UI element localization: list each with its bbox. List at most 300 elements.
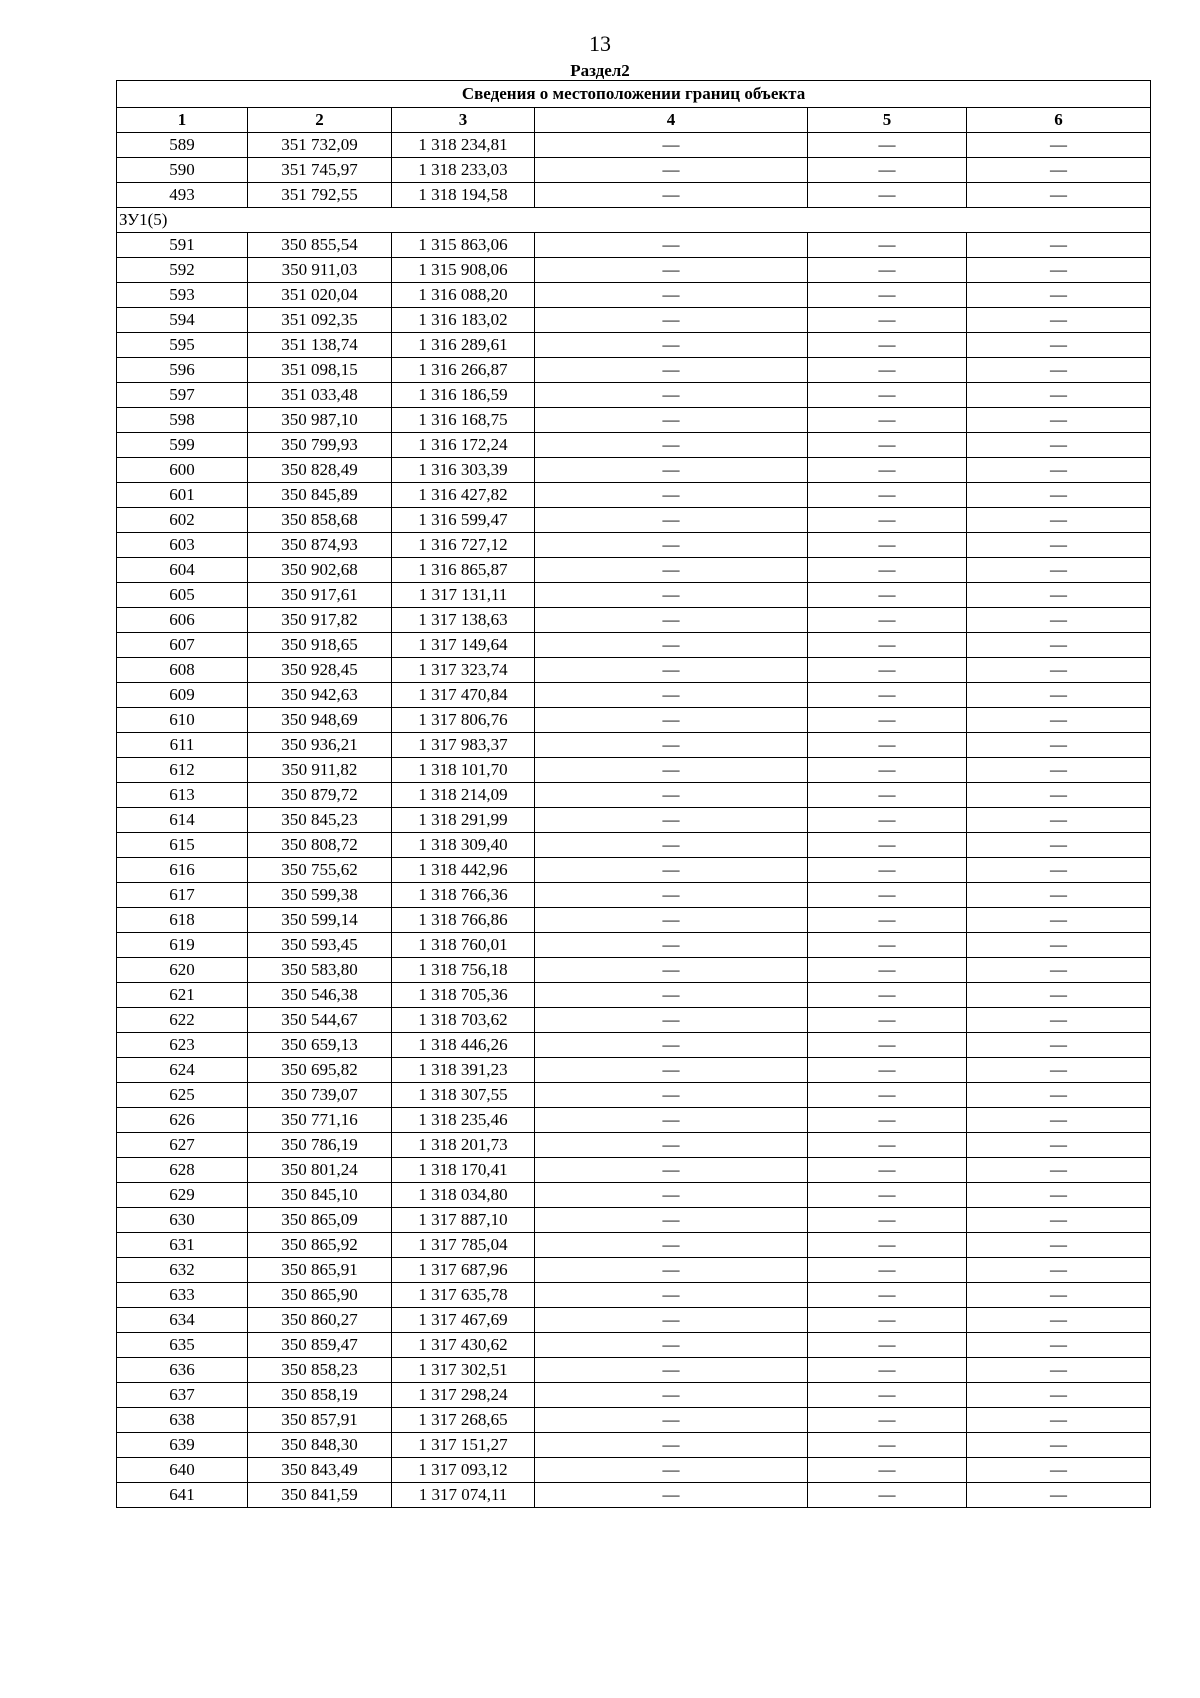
column-4-cell: — — [535, 533, 808, 558]
column-5-cell: — — [808, 283, 967, 308]
table-row — [117, 1333, 1151, 1358]
column-5-cell: — — [808, 183, 967, 208]
column-6-cell: — — [967, 408, 1151, 433]
table-row — [117, 433, 1151, 458]
column-6-cell: — — [967, 333, 1151, 358]
column-6-cell: — — [967, 1033, 1151, 1058]
column-4-cell: — — [535, 883, 808, 908]
y-coordinate-cell: 1 317 983,37 — [392, 733, 535, 758]
x-coordinate-cell: 350 865,09 — [248, 1208, 392, 1233]
x-coordinate-cell: 350 858,19 — [248, 1383, 392, 1408]
table-row — [117, 658, 1151, 683]
table-row — [117, 1433, 1151, 1458]
point-number-cell: 635 — [117, 1333, 248, 1358]
column-4-cell: — — [535, 1383, 808, 1408]
point-number-cell: 594 — [117, 308, 248, 333]
column-4-cell: — — [535, 133, 808, 158]
table-caption: Сведения о местоположении границ объекта — [117, 81, 1151, 108]
y-coordinate-cell: 1 317 074,11 — [392, 1483, 535, 1508]
table-row — [117, 1408, 1151, 1433]
table-row — [117, 1008, 1151, 1033]
column-header-row — [117, 108, 1151, 133]
column-5-cell: — — [808, 908, 967, 933]
table-row — [117, 533, 1151, 558]
column-6-cell: — — [967, 983, 1151, 1008]
column-4-cell: — — [535, 183, 808, 208]
y-coordinate-cell: 1 317 131,11 — [392, 583, 535, 608]
column-6-cell: — — [967, 1258, 1151, 1283]
column-5-cell: — — [808, 883, 967, 908]
x-coordinate-cell: 350 841,59 — [248, 1483, 392, 1508]
column-4-cell: — — [535, 608, 808, 633]
point-number-cell: 616 — [117, 858, 248, 883]
column-4-cell: — — [535, 158, 808, 183]
y-coordinate-cell: 1 318 756,18 — [392, 958, 535, 983]
table-row — [117, 858, 1151, 883]
column-5-cell: — — [808, 983, 967, 1008]
section-title: Раздел2 — [570, 61, 630, 80]
point-number-cell: 640 — [117, 1458, 248, 1483]
column-5-cell: — — [808, 358, 967, 383]
table-row — [117, 1033, 1151, 1058]
y-coordinate-cell: 1 317 470,84 — [392, 683, 535, 708]
column-6-cell: — — [967, 233, 1151, 258]
y-coordinate-cell: 1 317 268,65 — [392, 1408, 535, 1433]
group-row — [117, 208, 1151, 233]
column-5-cell: — — [808, 458, 967, 483]
column-4-cell: — — [535, 1483, 808, 1508]
y-coordinate-cell: 1 317 151,27 — [392, 1433, 535, 1458]
column-5-cell: — — [808, 1233, 967, 1258]
column-4-cell: — — [535, 708, 808, 733]
column-5-cell: — — [808, 1008, 967, 1033]
column-4-cell: — — [535, 583, 808, 608]
x-coordinate-cell: 350 855,54 — [248, 233, 392, 258]
x-coordinate-cell: 350 928,45 — [248, 658, 392, 683]
column-4-cell: — — [535, 458, 808, 483]
y-coordinate-cell: 1 317 093,12 — [392, 1458, 535, 1483]
boundary-coordinates-table — [116, 80, 1151, 1508]
point-number-cell: 637 — [117, 1383, 248, 1408]
point-number-cell: 632 — [117, 1258, 248, 1283]
column-5-cell: — — [808, 558, 967, 583]
column-6-cell: — — [967, 158, 1151, 183]
y-coordinate-cell: 1 318 234,81 — [392, 133, 535, 158]
column-5-cell: — — [808, 508, 967, 533]
point-number-cell: 597 — [117, 383, 248, 408]
column-5-cell: — — [808, 1133, 967, 1158]
table-row — [117, 458, 1151, 483]
x-coordinate-cell: 350 695,82 — [248, 1058, 392, 1083]
x-coordinate-cell: 350 874,93 — [248, 533, 392, 558]
column-4-cell: — — [535, 858, 808, 883]
column-4-cell: — — [535, 1408, 808, 1433]
column-6-cell: — — [967, 658, 1151, 683]
column-4-cell: — — [535, 433, 808, 458]
column-4-cell: — — [535, 333, 808, 358]
x-coordinate-cell: 350 808,72 — [248, 833, 392, 858]
table-row — [117, 558, 1151, 583]
x-coordinate-cell: 351 098,15 — [248, 358, 392, 383]
column-5-cell: — — [808, 1283, 967, 1308]
column-5-cell: — — [808, 258, 967, 283]
y-coordinate-cell: 1 317 302,51 — [392, 1358, 535, 1383]
table-row — [117, 1358, 1151, 1383]
column-6-cell: — — [967, 1383, 1151, 1408]
column-6-cell: — — [967, 1008, 1151, 1033]
y-coordinate-cell: 1 317 806,76 — [392, 708, 535, 733]
x-coordinate-cell: 350 865,91 — [248, 1258, 392, 1283]
table-row — [117, 508, 1151, 533]
column-4-cell: — — [535, 983, 808, 1008]
y-coordinate-cell: 1 317 149,64 — [392, 633, 535, 658]
table-row — [117, 1308, 1151, 1333]
x-coordinate-cell: 350 583,80 — [248, 958, 392, 983]
point-number-cell: 601 — [117, 483, 248, 508]
y-coordinate-cell: 1 316 289,61 — [392, 333, 535, 358]
column-4-cell: — — [535, 833, 808, 858]
column-6-cell: — — [967, 508, 1151, 533]
y-coordinate-cell: 1 318 170,41 — [392, 1158, 535, 1183]
column-5-cell: — — [808, 808, 967, 833]
point-number-cell: 630 — [117, 1208, 248, 1233]
y-coordinate-cell: 1 316 727,12 — [392, 533, 535, 558]
column-6-cell: — — [967, 1083, 1151, 1108]
point-number-cell: 610 — [117, 708, 248, 733]
column-6-cell: — — [967, 1333, 1151, 1358]
y-coordinate-cell: 1 318 760,01 — [392, 933, 535, 958]
y-coordinate-cell: 1 315 863,06 — [392, 233, 535, 258]
column-5-cell: — — [808, 1033, 967, 1058]
table-row — [117, 308, 1151, 333]
column-6-cell: — — [967, 1183, 1151, 1208]
table-caption-row — [117, 81, 1151, 108]
column-4-cell: — — [535, 508, 808, 533]
column-5-cell: — — [808, 1083, 967, 1108]
table-row — [117, 883, 1151, 908]
column-6-cell: — — [967, 433, 1151, 458]
x-coordinate-cell: 350 911,03 — [248, 258, 392, 283]
table-row — [117, 833, 1151, 858]
column-6-cell: — — [967, 533, 1151, 558]
column-6-cell: — — [967, 1408, 1151, 1433]
column-5-cell: — — [808, 858, 967, 883]
x-coordinate-cell: 350 599,14 — [248, 908, 392, 933]
y-coordinate-cell: 1 318 201,73 — [392, 1133, 535, 1158]
table-row — [117, 583, 1151, 608]
y-coordinate-cell: 1 317 785,04 — [392, 1233, 535, 1258]
point-number-cell: 627 — [117, 1133, 248, 1158]
table-row — [117, 933, 1151, 958]
column-4-cell: — — [535, 808, 808, 833]
point-number-cell: 603 — [117, 533, 248, 558]
point-number-cell: 609 — [117, 683, 248, 708]
column-6-cell: — — [967, 383, 1151, 408]
y-coordinate-cell: 1 316 266,87 — [392, 358, 535, 383]
y-coordinate-cell: 1 315 908,06 — [392, 258, 535, 283]
column-4-cell: — — [535, 483, 808, 508]
point-number-cell: 623 — [117, 1033, 248, 1058]
x-coordinate-cell: 351 138,74 — [248, 333, 392, 358]
column-header: 5 — [808, 108, 967, 133]
y-coordinate-cell: 1 317 635,78 — [392, 1283, 535, 1308]
column-6-cell: — — [967, 783, 1151, 808]
x-coordinate-cell: 350 879,72 — [248, 783, 392, 808]
y-coordinate-cell: 1 318 309,40 — [392, 833, 535, 858]
point-number-cell: 604 — [117, 558, 248, 583]
column-5-cell: — — [808, 758, 967, 783]
column-4-cell: — — [535, 758, 808, 783]
column-5-cell: — — [808, 533, 967, 558]
column-header: 2 — [248, 108, 392, 133]
column-5-cell: — — [808, 433, 967, 458]
column-4-cell: — — [535, 283, 808, 308]
table-row — [117, 183, 1151, 208]
x-coordinate-cell: 350 593,45 — [248, 933, 392, 958]
column-5-cell: — — [808, 1408, 967, 1433]
x-coordinate-cell: 351 020,04 — [248, 283, 392, 308]
page-number: 13 — [589, 31, 611, 56]
column-6-cell: — — [967, 183, 1151, 208]
point-number-cell: 633 — [117, 1283, 248, 1308]
point-number-cell: 589 — [117, 133, 248, 158]
table-row — [117, 233, 1151, 258]
table-row — [117, 983, 1151, 1008]
y-coordinate-cell: 1 318 391,23 — [392, 1058, 535, 1083]
column-6-cell: — — [967, 1208, 1151, 1233]
x-coordinate-cell: 350 828,49 — [248, 458, 392, 483]
x-coordinate-cell: 351 792,55 — [248, 183, 392, 208]
y-coordinate-cell: 1 317 298,24 — [392, 1383, 535, 1408]
column-5-cell: — — [808, 383, 967, 408]
column-5-cell: — — [808, 233, 967, 258]
column-5-cell: — — [808, 1458, 967, 1483]
column-6-cell: — — [967, 1283, 1151, 1308]
point-number-cell: 622 — [117, 1008, 248, 1033]
x-coordinate-cell: 350 801,24 — [248, 1158, 392, 1183]
column-4-cell: — — [535, 1308, 808, 1333]
point-number-cell: 628 — [117, 1158, 248, 1183]
point-number-cell: 611 — [117, 733, 248, 758]
column-5-cell: — — [808, 308, 967, 333]
column-5-cell: — — [808, 583, 967, 608]
point-number-cell: 614 — [117, 808, 248, 833]
column-6-cell: — — [967, 633, 1151, 658]
column-5-cell: — — [808, 833, 967, 858]
table-row — [117, 1233, 1151, 1258]
x-coordinate-cell: 350 859,47 — [248, 1333, 392, 1358]
column-6-cell: — — [967, 883, 1151, 908]
column-4-cell: — — [535, 1158, 808, 1183]
x-coordinate-cell: 350 739,07 — [248, 1083, 392, 1108]
column-5-cell: — — [808, 333, 967, 358]
column-4-cell: — — [535, 658, 808, 683]
y-coordinate-cell: 1 318 194,58 — [392, 183, 535, 208]
column-4-cell: — — [535, 383, 808, 408]
column-5-cell: — — [808, 1108, 967, 1133]
point-number-cell: 592 — [117, 258, 248, 283]
y-coordinate-cell: 1 318 235,46 — [392, 1108, 535, 1133]
column-4-cell: — — [535, 1458, 808, 1483]
point-number-cell: 606 — [117, 608, 248, 633]
x-coordinate-cell: 350 845,10 — [248, 1183, 392, 1208]
table-row — [117, 333, 1151, 358]
column-6-cell: — — [967, 1233, 1151, 1258]
y-coordinate-cell: 1 317 430,62 — [392, 1333, 535, 1358]
x-coordinate-cell: 350 911,82 — [248, 758, 392, 783]
column-4-cell: — — [535, 958, 808, 983]
column-5-cell: — — [808, 1183, 967, 1208]
point-number-cell: 600 — [117, 458, 248, 483]
y-coordinate-cell: 1 317 687,96 — [392, 1258, 535, 1283]
column-5-cell: — — [808, 958, 967, 983]
point-number-cell: 625 — [117, 1083, 248, 1108]
y-coordinate-cell: 1 318 766,36 — [392, 883, 535, 908]
point-number-cell: 595 — [117, 333, 248, 358]
point-number-cell: 598 — [117, 408, 248, 433]
column-4-cell: — — [535, 1283, 808, 1308]
y-coordinate-cell: 1 317 323,74 — [392, 658, 535, 683]
x-coordinate-cell: 350 948,69 — [248, 708, 392, 733]
y-coordinate-cell: 1 316 427,82 — [392, 483, 535, 508]
table-row — [117, 133, 1151, 158]
column-5-cell: — — [808, 1433, 967, 1458]
point-number-cell: 602 — [117, 508, 248, 533]
table-row — [117, 733, 1151, 758]
x-coordinate-cell: 351 033,48 — [248, 383, 392, 408]
column-header: 1 — [117, 108, 248, 133]
column-6-cell: — — [967, 458, 1151, 483]
y-coordinate-cell: 1 316 088,20 — [392, 283, 535, 308]
x-coordinate-cell: 350 936,21 — [248, 733, 392, 758]
point-number-cell: 620 — [117, 958, 248, 983]
column-5-cell: — — [808, 1308, 967, 1333]
group-label: ЗУ1(5) — [117, 208, 1151, 233]
x-coordinate-cell: 350 546,38 — [248, 983, 392, 1008]
table-row — [117, 1108, 1151, 1133]
column-4-cell: — — [535, 1333, 808, 1358]
x-coordinate-cell: 350 860,27 — [248, 1308, 392, 1333]
point-number-cell: 634 — [117, 1308, 248, 1333]
table-row — [117, 783, 1151, 808]
point-number-cell: 593 — [117, 283, 248, 308]
x-coordinate-cell: 351 092,35 — [248, 308, 392, 333]
column-5-cell: — — [808, 1358, 967, 1383]
point-number-cell: 596 — [117, 358, 248, 383]
y-coordinate-cell: 1 317 467,69 — [392, 1308, 535, 1333]
column-6-cell: — — [967, 1358, 1151, 1383]
x-coordinate-cell: 350 987,10 — [248, 408, 392, 433]
column-6-cell: — — [967, 758, 1151, 783]
table-row — [117, 633, 1151, 658]
column-6-cell: — — [967, 733, 1151, 758]
column-5-cell: — — [808, 1058, 967, 1083]
column-header: 4 — [535, 108, 808, 133]
column-5-cell: — — [808, 658, 967, 683]
y-coordinate-cell: 1 318 705,36 — [392, 983, 535, 1008]
column-header: 3 — [392, 108, 535, 133]
column-6-cell: — — [967, 1133, 1151, 1158]
column-6-cell: — — [967, 1483, 1151, 1508]
point-number-cell: 612 — [117, 758, 248, 783]
column-6-cell: — — [967, 858, 1151, 883]
column-6-cell: — — [967, 483, 1151, 508]
column-6-cell: — — [967, 133, 1151, 158]
y-coordinate-cell: 1 316 183,02 — [392, 308, 535, 333]
column-5-cell: — — [808, 158, 967, 183]
column-4-cell: — — [535, 1233, 808, 1258]
x-coordinate-cell: 350 858,68 — [248, 508, 392, 533]
column-5-cell: — — [808, 708, 967, 733]
column-4-cell: — — [535, 1133, 808, 1158]
table-row — [117, 1158, 1151, 1183]
y-coordinate-cell: 1 318 442,96 — [392, 858, 535, 883]
point-number-cell: 639 — [117, 1433, 248, 1458]
y-coordinate-cell: 1 316 172,24 — [392, 433, 535, 458]
y-coordinate-cell: 1 318 307,55 — [392, 1083, 535, 1108]
x-coordinate-cell: 350 857,91 — [248, 1408, 392, 1433]
y-coordinate-cell: 1 318 214,09 — [392, 783, 535, 808]
column-4-cell: — — [535, 358, 808, 383]
point-number-cell: 618 — [117, 908, 248, 933]
y-coordinate-cell: 1 318 101,70 — [392, 758, 535, 783]
column-5-cell: — — [808, 683, 967, 708]
column-5-cell: — — [808, 608, 967, 633]
table-row — [117, 383, 1151, 408]
column-6-cell: — — [967, 308, 1151, 333]
column-6-cell: — — [967, 1058, 1151, 1083]
point-number-cell: 636 — [117, 1358, 248, 1383]
column-6-cell: — — [967, 683, 1151, 708]
y-coordinate-cell: 1 317 887,10 — [392, 1208, 535, 1233]
x-coordinate-cell: 350 845,89 — [248, 483, 392, 508]
point-number-cell: 621 — [117, 983, 248, 1008]
column-6-cell: — — [967, 908, 1151, 933]
table-row — [117, 908, 1151, 933]
point-number-cell: 626 — [117, 1108, 248, 1133]
x-coordinate-cell: 350 917,61 — [248, 583, 392, 608]
column-4-cell: — — [535, 933, 808, 958]
table-row — [117, 708, 1151, 733]
column-6-cell: — — [967, 1308, 1151, 1333]
table-row — [117, 1458, 1151, 1483]
point-number-cell: 590 — [117, 158, 248, 183]
point-number-cell: 493 — [117, 183, 248, 208]
column-4-cell: — — [535, 683, 808, 708]
point-number-cell: 638 — [117, 1408, 248, 1433]
column-6-cell: — — [967, 1158, 1151, 1183]
point-number-cell: 631 — [117, 1233, 248, 1258]
rows-before-group — [117, 133, 1151, 208]
table-row — [117, 758, 1151, 783]
group-section — [117, 208, 1151, 233]
column-6-cell: — — [967, 708, 1151, 733]
table-row — [117, 258, 1151, 283]
x-coordinate-cell: 350 865,92 — [248, 1233, 392, 1258]
x-coordinate-cell: 350 843,49 — [248, 1458, 392, 1483]
table-row — [117, 1283, 1151, 1308]
x-coordinate-cell: 350 902,68 — [248, 558, 392, 583]
column-6-cell: — — [967, 608, 1151, 633]
column-6-cell: — — [967, 1433, 1151, 1458]
table-row — [117, 1208, 1151, 1233]
column-4-cell: — — [535, 908, 808, 933]
y-coordinate-cell: 1 316 186,59 — [392, 383, 535, 408]
point-number-cell: 608 — [117, 658, 248, 683]
column-6-cell: — — [967, 808, 1151, 833]
table-row — [117, 358, 1151, 383]
table-row — [117, 1183, 1151, 1208]
